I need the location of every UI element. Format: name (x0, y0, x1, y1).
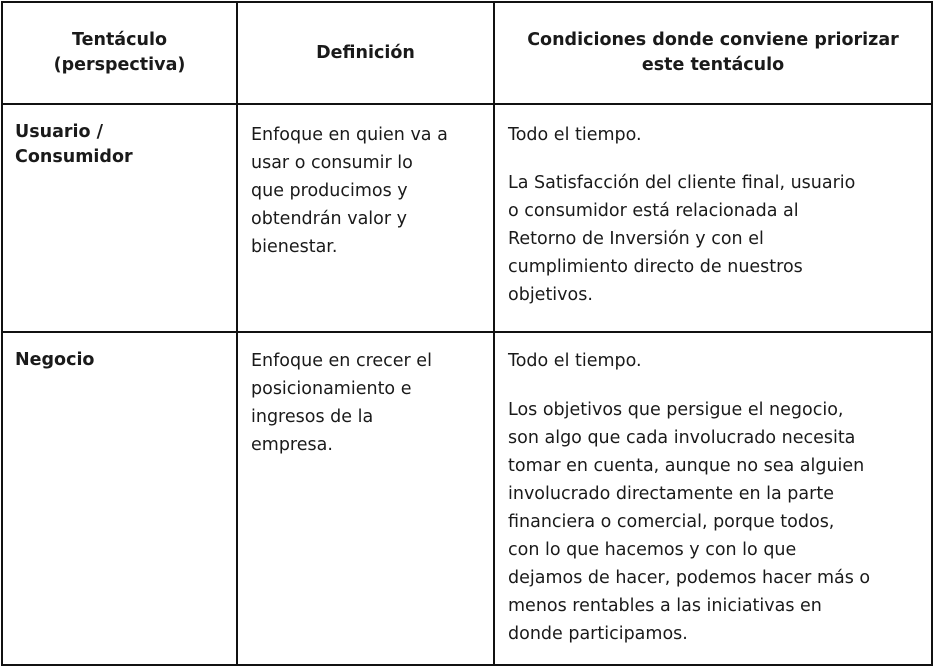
row-business-tentacle: Negocio (15, 350, 95, 370)
row-business-definition: Enfoque en crecer el posicionamiento e ingresos de la empresa. (251, 351, 432, 455)
row-user-definition: Enfoque en quien va a usar o consumir lo que producimos y obtendrán valor y bienestar. (251, 125, 448, 257)
row-business-conditions-summary: Todo el tiempo. (508, 351, 642, 371)
header-definition: Definición (316, 42, 415, 63)
row-divider (3, 103, 931, 105)
header-conditions: Condiciones donde conviene priorizar este tentáculo (527, 30, 899, 75)
row-user-conditions-summary: Todo el tiempo. (508, 125, 642, 145)
row-user-conditions-detail: La Satisfacción del cliente final, usuario o consumidor está relacionada al Retorno de Inversión y con el cumplimiento directo de nuestros objetivos. (508, 173, 856, 305)
header-tentacle: Tentáculo (perspectiva) (53, 30, 186, 75)
row-user-tentacle: Usuario / Consumidor (15, 122, 133, 167)
row-business-conditions-detail: Los objetivos que persigue el negocio, son algo que cada involucrado necesita tomar en cuenta, aunque no sea alguien involucrado directamente en la parte financiera o comercial, porque todos, con lo que hacemos y con lo que dejamos de hacer, podemos hacer más o menos rentables a las iniciativas en donde participamos. (508, 400, 871, 644)
perspectives-table (1, 1, 933, 666)
row-divider (3, 331, 931, 333)
